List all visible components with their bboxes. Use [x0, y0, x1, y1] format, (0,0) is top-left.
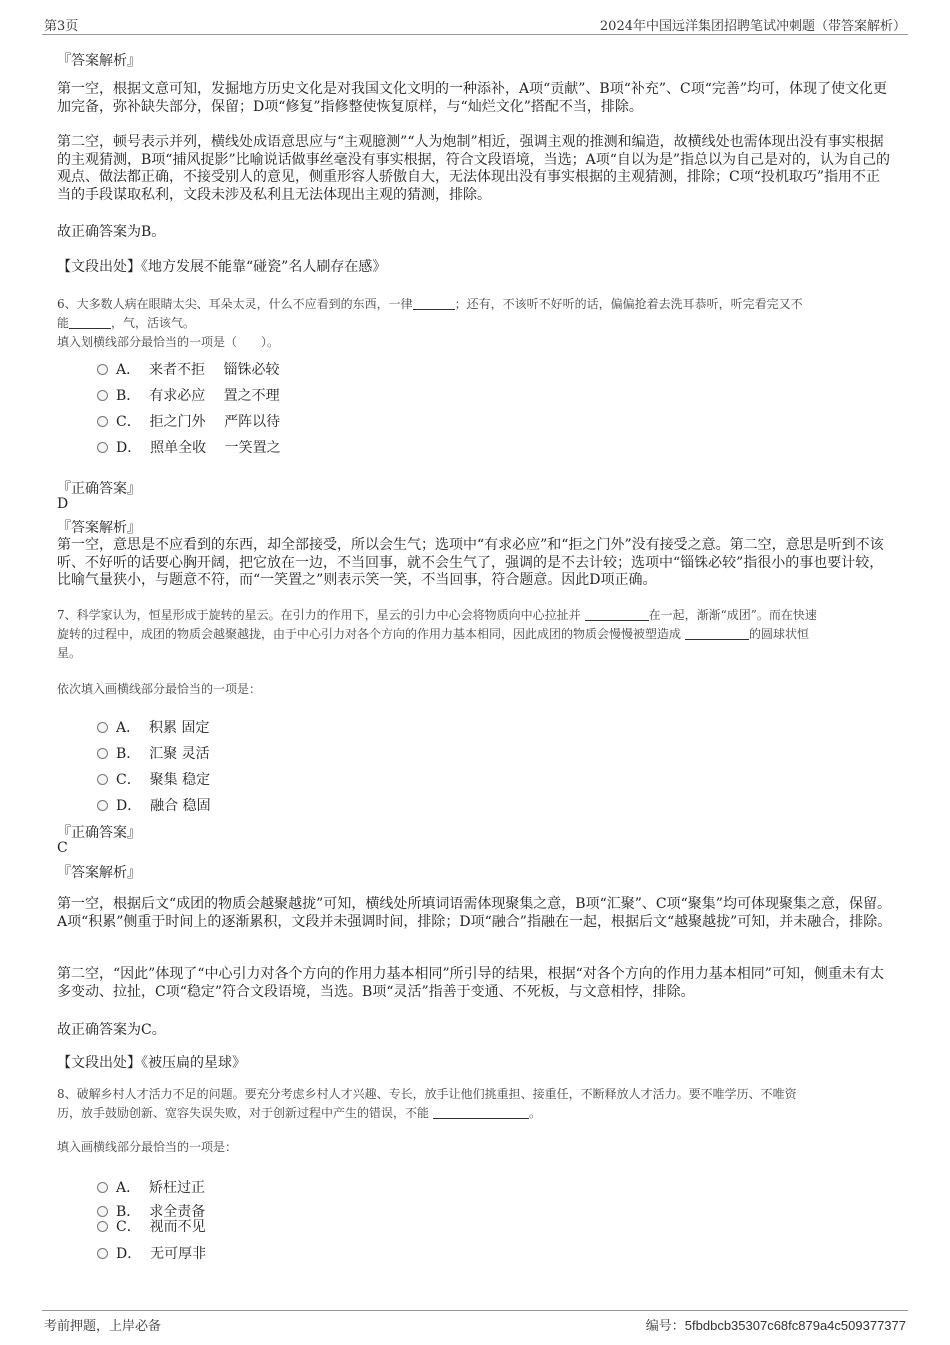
radio-icon[interactable] — [97, 1182, 108, 1193]
q8-option-b[interactable]: B． 求全责备 — [97, 1201, 205, 1221]
q6-analysis: 第一空，意思是不应看到的东西，却全部接受，所以会生气；选项中“有求必应”和“拒之门外”没有接受之意。第二空，意思是听到不该听、不好听的话要心胸开阔，把它放在一边，不当回事，就不会生气了，强调的是不去计较；选项中“锱铢必较”指很小的事也要计较，比喻气量狭小，与题意不符，而“一笑置之”则表示笑一笑，不当回事，符合题意。因此D项正确。 — [57, 537, 884, 588]
q6-text-b: ；还有，不该听不好听的话，偏偏抢着去洗耳恭听，听完看完又不 — [454, 297, 803, 311]
q8-blank — [433, 1106, 529, 1119]
q7-option-d[interactable]: D． 融合 稳固 — [97, 795, 211, 815]
document-title: 2024年中国远洋集团招聘笔试冲刺题（带答案解析） — [599, 19, 906, 34]
q6-text-c: 能 — [57, 316, 70, 330]
q7-analysis-para1: 第一空，根据后文“成团的物质会越聚越拢”可知，横线处所填词语需体现聚集之意，B项“汇聚”、C项“聚集”均可体现聚集之意，保留。A项“积累”侧重于时间上的逐渐累积，文段并未强调时间，排除；D项“融合”指融在一起，根据后文“越聚越拢”可知，并未融合，排除。 — [57, 896, 892, 930]
q7-text-b: 在一起，渐渐“成团”。而在快速 — [648, 608, 817, 622]
q6-option-d[interactable]: D． 照单全收 一笑置之 — [97, 437, 281, 457]
q7-correct-label: 『正确答案』 — [57, 825, 141, 841]
q7-option-a[interactable]: A． 积累 固定 — [97, 717, 209, 737]
radio-icon[interactable] — [97, 722, 108, 733]
q7-option-c[interactable]: C． 聚集 稳定 — [97, 769, 210, 789]
q6-blank-1 — [413, 297, 455, 310]
q6-analysis-label: 『答案解析』 — [57, 520, 141, 536]
radio-icon[interactable] — [97, 748, 108, 759]
q6-text-a: 6、大多数人病在眼睛太尖、耳朵太灵，什么不应看到的东西，一律 — [57, 297, 413, 311]
q8-text-c: 。 — [529, 1106, 542, 1120]
q8-prompt: 填入画横线部分最恰当的一项是： — [57, 1140, 238, 1154]
radio-icon[interactable] — [97, 390, 108, 401]
q7-answer: C — [57, 840, 68, 856]
q7-blank-1 — [585, 608, 649, 621]
q6-option-c[interactable]: C． 拒之门外 严阵以待 — [97, 411, 280, 431]
q5-analysis-para1: 第一空，根据文意可知，发掘地方历史文化是对我国文化文明的一种添补，A项“贡献”、B项“补充”、C项“完善”均可，体现了使文化更加完备，弥补缺失部分，保留；D项“修复”指修整使恢复原样，与“灿烂文化”搭配不当，排除。 — [57, 81, 888, 115]
q5-source: 【文段出处】《地方发展不能靠“碰瓷”名人刷存在感》 — [57, 259, 387, 275]
q7-source: 【文段出处】《被压扁的星球》 — [57, 1055, 246, 1071]
q7-text-d: 的圆球状恒 — [749, 627, 810, 641]
footer-divider — [42, 1310, 908, 1311]
radio-icon[interactable] — [97, 800, 108, 811]
radio-icon[interactable] — [97, 416, 108, 427]
radio-icon[interactable] — [97, 364, 108, 375]
q6-question — [57, 295, 893, 333]
q6-text-d: ，气，活该气。 — [111, 316, 196, 330]
q7-conclusion: 故正确答案为C。 — [57, 1022, 166, 1038]
q6-option-a[interactable]: A． 来者不拒 锱铢必较 — [97, 359, 279, 379]
q7-text-a: 7、科学家认为，恒星形成于旋转的星云。在引力的作用下，星云的引力中心会将物质向中心拉扯并 — [57, 608, 581, 622]
footer-code: 编号：5fbdbcb35307c68fc879a4c509377377 — [645, 1318, 906, 1333]
q8-option-c[interactable]: C． 视而不见 — [97, 1216, 206, 1236]
q5-analysis-para2: 第二空，顿号表示并列，横线处成语意思应与“主观臆测”“人为炮制”相近，强调主观的推测和编造，故横线处也需体现出没有事实根据的主观猜测，B项“捕风捉影”比喻说话做事丝毫没有事实根据，符合文段语境，当选；A项“自以为是”指总以为自己是对的，认为自己的观点、做法都正确，不接受别人的意见，侧重形容人骄傲自大，无法体现出没有事实根据的主观猜测，排除；C项“投机取巧”指用不正当的手段谋取私利，文段未涉及私利且无法体现出主观的猜测，排除。 — [57, 134, 891, 203]
q6-correct-label: 『正确答案』 — [57, 481, 141, 497]
radio-icon[interactable] — [97, 1221, 108, 1232]
q6-blank-2 — [69, 316, 111, 329]
header-divider — [42, 34, 908, 35]
q7-text-e: 星。 — [57, 646, 82, 660]
q8-question — [57, 1085, 893, 1123]
footer-slogan: 考前押题，上岸必备 — [44, 1319, 162, 1334]
q8-option-d[interactable]: D． 无可厚非 — [97, 1243, 206, 1263]
q5-analysis-label: 『答案解析』 — [57, 53, 141, 69]
q6-prompt: 填入划横线部分最恰当的一项是（ ）。 — [57, 335, 280, 349]
q7-blank-2 — [685, 627, 749, 640]
q7-analysis-para2: 第二空，“因此”体现了“中心引力对各个方向的作用力基本相同”所引导的结果，根据“对各个方向的作用力基本相同”可知，侧重未有太多变动、拉扯，C项“稳定”符合文段语境，当选。B项“灵活”指善于变通、不死板，与文意相悖，排除。 — [57, 966, 884, 1000]
radio-icon[interactable] — [97, 1248, 108, 1259]
q7-text-c: 旋转的过程中，成团的物质会越聚越拢，由于中心引力对各个方向的作用力基本相同，因此成团的物质会慢慢被塑造成 — [57, 627, 682, 641]
q6-answer: D — [57, 496, 69, 512]
page-number: 第3页 — [44, 19, 79, 34]
q8-option-a[interactable]: A． 矫枉过正 — [97, 1177, 205, 1197]
q8-text-b: 历，放手鼓励创新、宽容失误失败，对于创新过程中产生的错误，不能 — [57, 1106, 430, 1120]
q7-option-b[interactable]: B． 汇聚 灵活 — [97, 743, 210, 763]
q7-prompt: 依次填入画横线部分最恰当的一项是： — [57, 682, 262, 696]
q5-conclusion: 故正确答案为B。 — [57, 224, 166, 240]
radio-icon[interactable] — [97, 774, 108, 785]
radio-icon[interactable] — [97, 442, 108, 453]
q6-option-b[interactable]: B． 有求必应 置之不理 — [97, 385, 280, 405]
q8-text-a: 8、破解乡村人才活力不足的问题。要充分考虑乡村人才兴趣、专长，放手让他们挑重担、接重任，不断释放人才活力。要不唯学历、不唯资 — [57, 1087, 797, 1101]
q7-analysis-label: 『答案解析』 — [57, 865, 141, 881]
q7-question — [57, 606, 893, 663]
